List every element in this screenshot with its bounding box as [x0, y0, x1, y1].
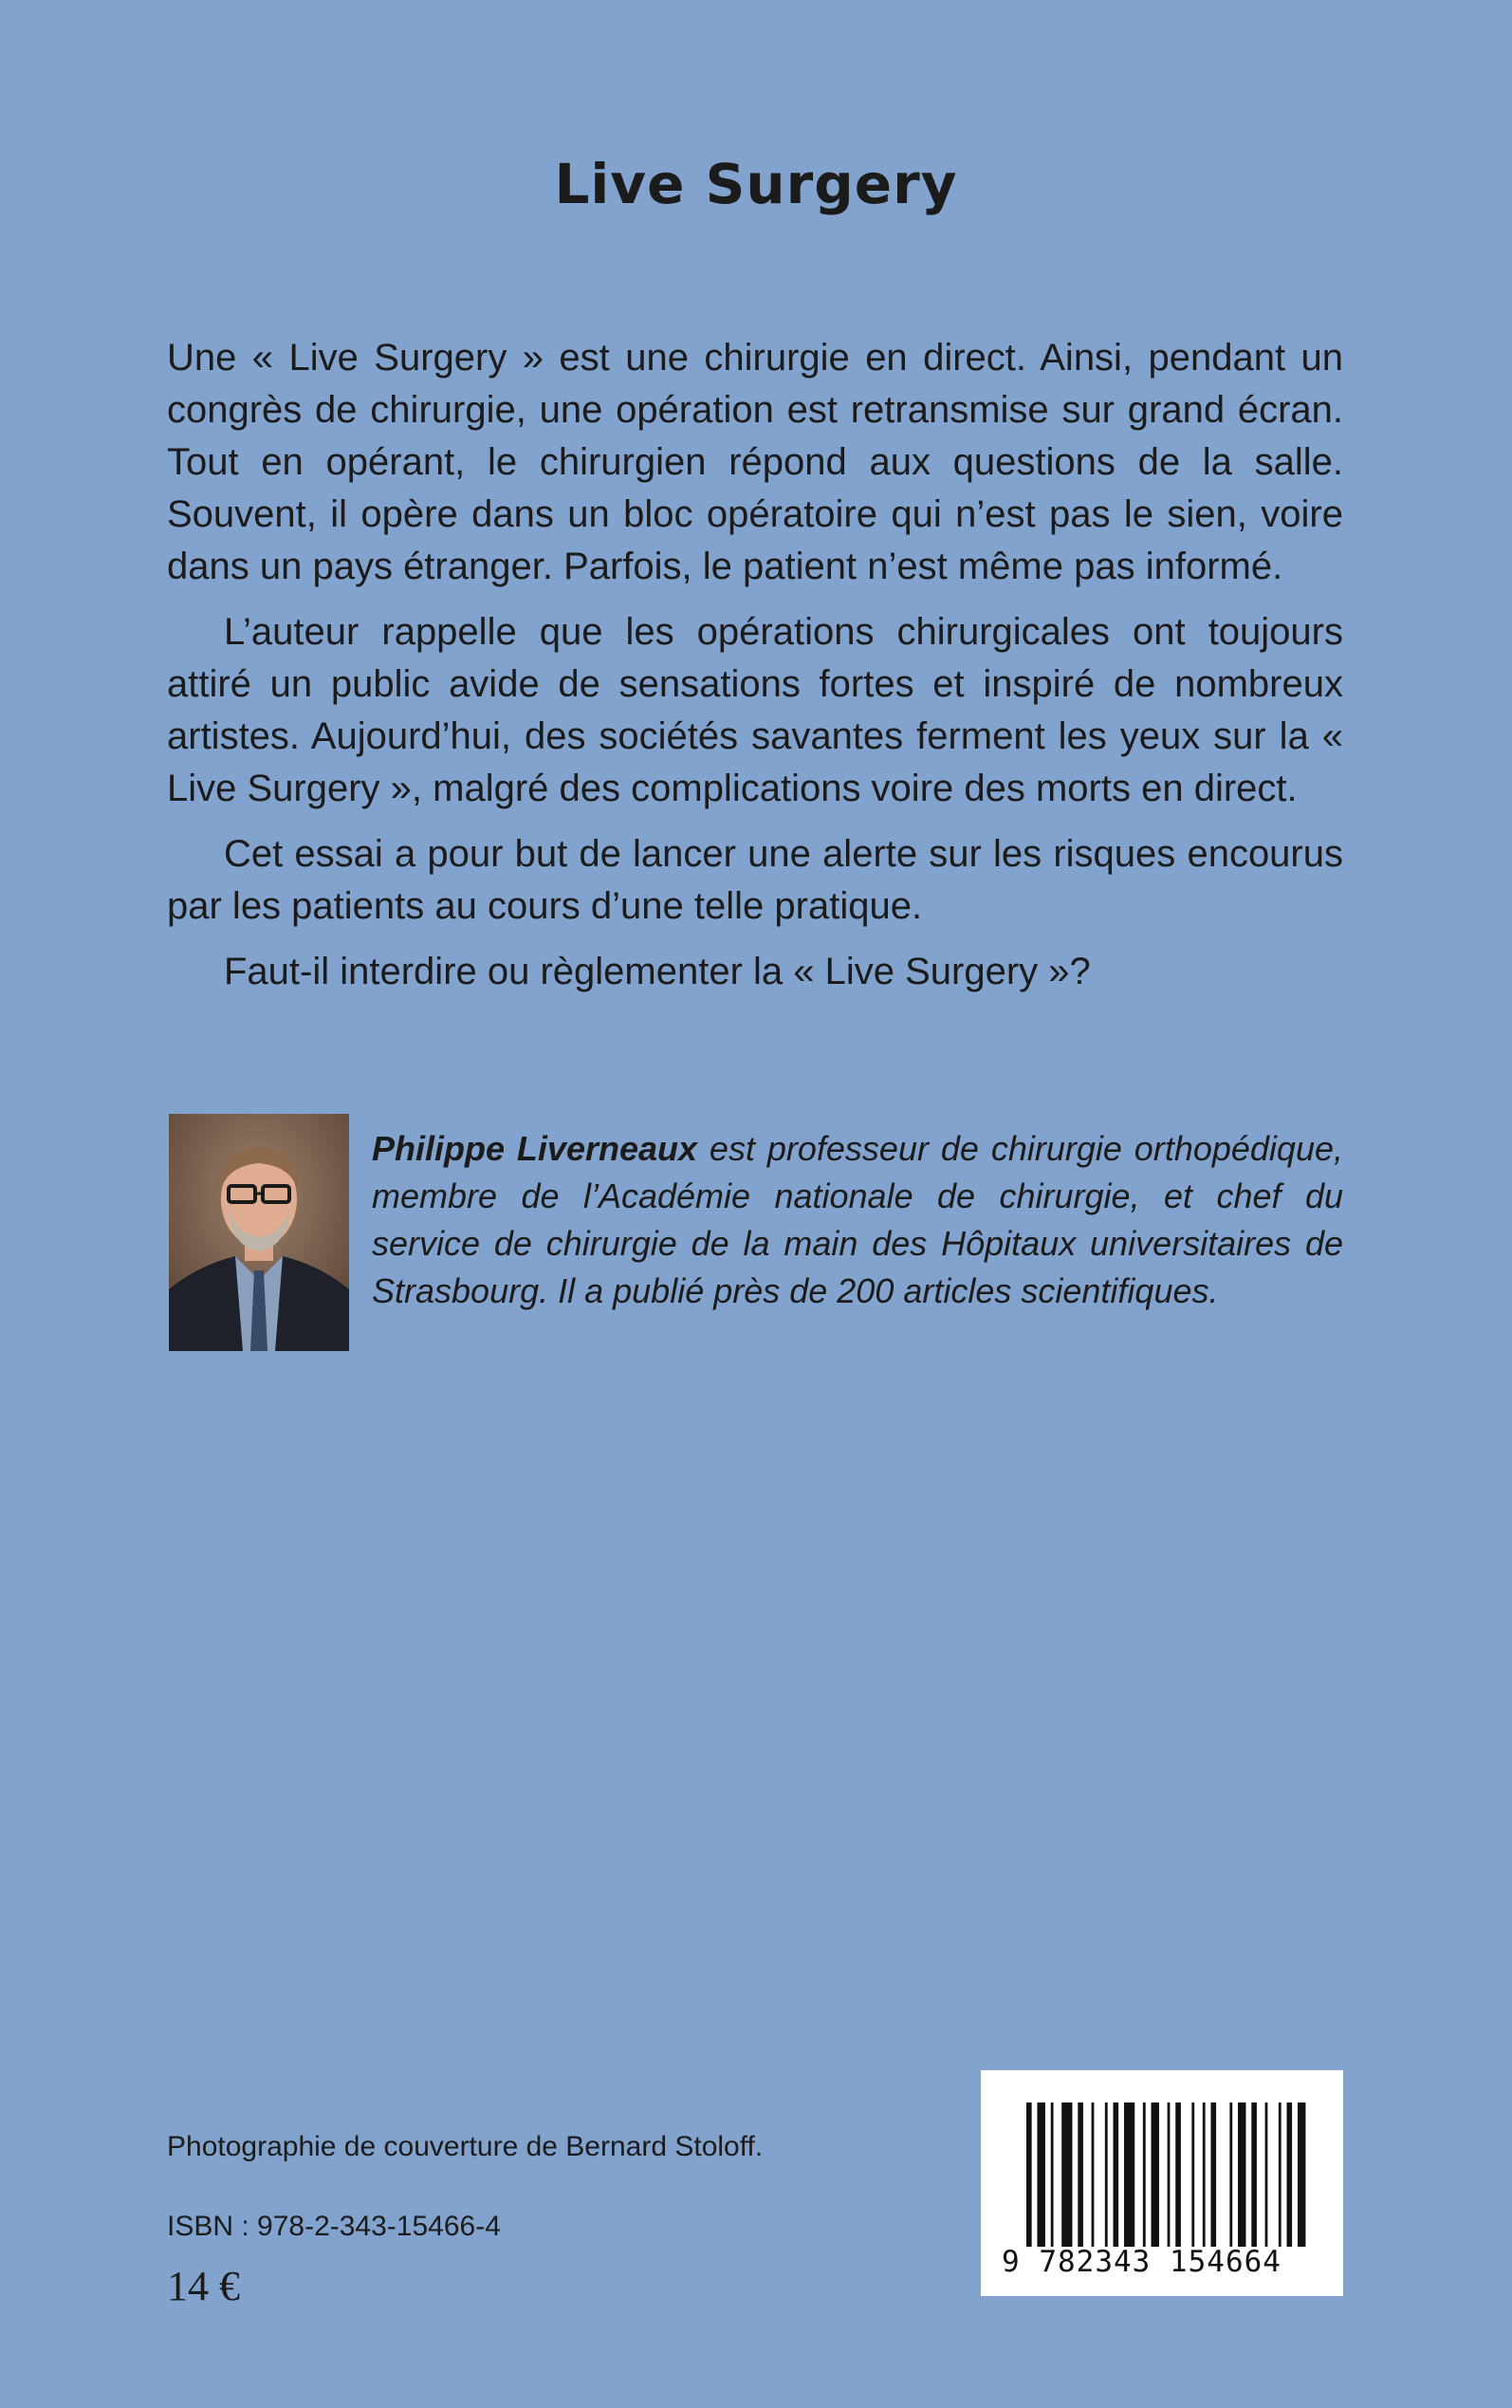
author-photo — [169, 1114, 349, 1351]
photo-credit: Photographie de couverture de Bernard Stoloff. — [167, 2131, 764, 2162]
barcode-bar — [1026, 2102, 1032, 2247]
barcode — [981, 2070, 1343, 2296]
book-title: Live Surgery — [554, 152, 958, 216]
blurb-paragraph: L’auteur rappelle que les opérations chirurgicales ont toujours attiré un public avide de sensations fortes et inspiré de nombreux artistes. Aujourd’hui, des sociétés savantes ferment les yeux sur la « Live Surgery », malgré des complications voire des morts en direct. — [167, 611, 1343, 809]
barcode-bar — [1152, 2102, 1159, 2247]
barcode-digits: 9 782343 154664 — [1002, 2245, 1282, 2279]
author-name: Philippe Liverneaux — [372, 1129, 698, 1168]
barcode-bar — [1051, 2102, 1054, 2247]
barcode-bar — [1210, 2102, 1216, 2247]
barcode-bar — [1124, 2102, 1134, 2247]
barcode-bar — [1279, 2102, 1282, 2247]
barcode-bar — [1143, 2102, 1146, 2247]
barcode-bar — [1298, 2102, 1305, 2247]
barcode-bar — [1114, 2102, 1119, 2247]
back-cover-blurb — [167, 332, 1343, 1011]
blurb-paragraph: Faut-il interdire ou règlementer la « Live Surgery »? — [224, 951, 1091, 992]
barcode-bar — [1168, 2102, 1171, 2247]
barcode-bar — [1105, 2102, 1108, 2247]
author-bio-text: est professeur de chirurgie orthopédique, membre de l’Académie nationale de chirurgie, et chef du service de chirurgie de la main des Hôpitaux universitaires de Strasbourg. Il a publié près de 200 articles scientifiques. — [372, 1129, 1343, 1310]
barcode-bar — [1078, 2102, 1083, 2247]
barcode-bar — [1203, 2102, 1206, 2247]
barcode-bar — [1061, 2102, 1072, 2247]
barcode-bar — [1191, 2102, 1194, 2247]
barcode-bar — [1287, 2102, 1293, 2247]
author-bio — [372, 1125, 1343, 1315]
blurb-paragraph: Cet essai a pour but de lancer une alerte sur les risques encourus par les patients au cours d’une telle pratique. — [167, 833, 1343, 927]
isbn: ISBN : 978-2-343-15466-4 — [167, 2211, 501, 2242]
barcode-bar — [1175, 2102, 1181, 2247]
barcode-bar — [1229, 2102, 1232, 2247]
barcode-bar — [1037, 2102, 1044, 2247]
price: 14 € — [167, 2263, 240, 2309]
barcode-bar — [1265, 2102, 1268, 2247]
barcode-bar — [1251, 2102, 1257, 2247]
blurb-paragraph: Une « Live Surgery » est une chirurgie en direct. Ainsi, pendant un congrès de chirurgie, une opération est retransmise sur grand écran. Tout en opérant, le chirurgien répond aux questions de la salle. Souvent, il opère dans un bloc opératoire qui n’est pas le sien, voire dans un pays étranger. Parfois, le patient n’est même pas informé. — [167, 337, 1343, 587]
barcode-bar — [1092, 2102, 1095, 2247]
barcode-bar — [1238, 2102, 1245, 2247]
